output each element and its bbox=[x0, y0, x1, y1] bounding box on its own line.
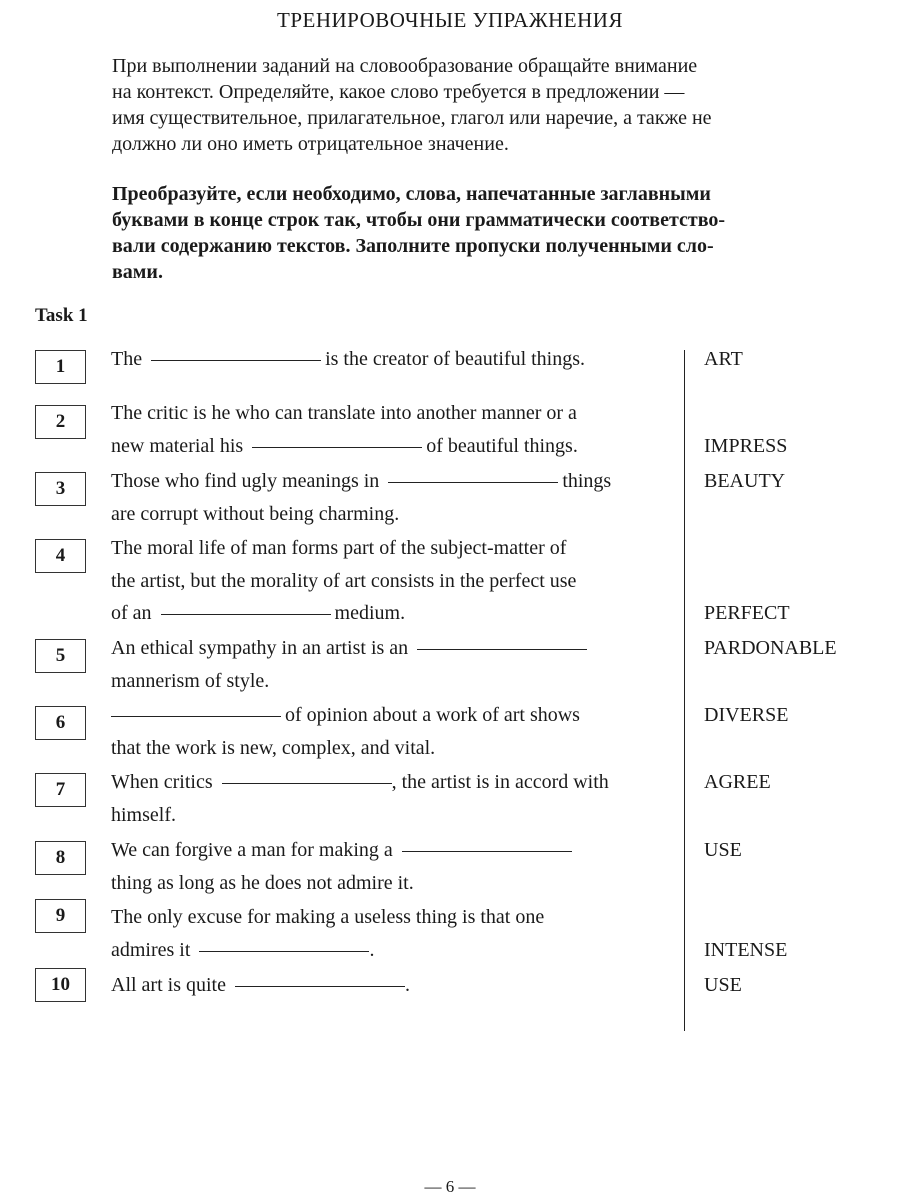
item-text bbox=[111, 469, 611, 493]
answer-blank[interactable] bbox=[402, 850, 572, 852]
intro-line: должно ли оно иметь отрицательное значение. bbox=[112, 133, 509, 155]
answer-blank[interactable] bbox=[222, 782, 392, 784]
text-segment: We can forgive a man for making a bbox=[111, 839, 393, 861]
answer-blank[interactable] bbox=[111, 715, 281, 717]
keyword: USE bbox=[704, 974, 742, 996]
answer-blank[interactable] bbox=[235, 985, 405, 987]
page-number: — 6 — bbox=[424, 1177, 476, 1196]
text-segment: of opinion about a work of art shows bbox=[285, 704, 580, 726]
item-text: The moral life of man forms part of the subject-matter of bbox=[111, 537, 567, 559]
instruction-paragraph bbox=[112, 181, 802, 285]
item-text: that the work is new, complex, and vital. bbox=[111, 737, 436, 759]
item-text bbox=[111, 770, 609, 794]
item-text: thing as long as he does not admire it. bbox=[111, 872, 414, 894]
keyword: PARDONABLE bbox=[704, 637, 837, 659]
text-segment: The bbox=[111, 348, 143, 370]
text-segment: new material his bbox=[111, 435, 244, 457]
intro-paragraph bbox=[112, 53, 802, 157]
text-segment: is the creator of beautiful things. bbox=[325, 348, 586, 370]
keyword: PERFECT bbox=[704, 602, 790, 624]
item-number-box: 6 bbox=[35, 706, 86, 740]
item-text: The only excuse for making a useless thing is that one bbox=[111, 906, 545, 928]
answer-blank[interactable] bbox=[417, 648, 587, 650]
task-label: Task 1 bbox=[35, 305, 88, 326]
item-number-box: 10 bbox=[35, 968, 86, 1002]
item-text: himself. bbox=[111, 804, 176, 826]
item-number-box: 3 bbox=[35, 472, 86, 506]
keyword: IMPRESS bbox=[704, 435, 788, 457]
item-text bbox=[111, 703, 580, 727]
item-text bbox=[111, 838, 576, 862]
answer-blank[interactable] bbox=[151, 359, 321, 361]
keyword: BEAUTY bbox=[704, 470, 786, 492]
text-segment: When critics bbox=[111, 771, 213, 793]
text-segment: , the artist is in accord with bbox=[391, 771, 609, 793]
answer-blank[interactable] bbox=[388, 481, 558, 483]
text-segment: admires it bbox=[111, 939, 191, 961]
keyword: DIVERSE bbox=[704, 704, 789, 726]
intro-line: При выполнении заданий на словообразование обращайте внимание bbox=[112, 55, 698, 77]
item-number-box: 1 bbox=[35, 350, 86, 384]
text-segment: things bbox=[562, 470, 612, 492]
page-title: ТРЕНИРОВОЧНЫЕ УПРАЖНЕНИЯ bbox=[277, 8, 623, 32]
text-segment: All art is quite bbox=[111, 974, 226, 996]
text-segment: of beautiful things. bbox=[426, 435, 578, 457]
item-number-box: 9 bbox=[35, 899, 86, 933]
answer-blank[interactable] bbox=[252, 446, 422, 448]
intro-line: на контекст. Определяйте, какое слово требуется в предложении — bbox=[112, 81, 685, 103]
item-text bbox=[111, 347, 585, 371]
keyword: AGREE bbox=[704, 771, 771, 793]
instruction-line: буквами в конце строк так, чтобы они грамматически соответство- bbox=[112, 209, 726, 231]
item-text bbox=[111, 601, 405, 625]
column-divider bbox=[684, 350, 685, 1031]
item-number-box: 7 bbox=[35, 773, 86, 807]
answer-blank[interactable] bbox=[199, 950, 369, 952]
item-text: mannerism of style. bbox=[111, 670, 270, 692]
text-segment: of an bbox=[111, 602, 152, 624]
keyword: INTENSE bbox=[704, 939, 788, 961]
item-text: the artist, but the morality of art consists in the perfect use bbox=[111, 570, 577, 592]
item-text: The critic is he who can translate into another manner or a bbox=[111, 402, 577, 424]
text-segment: . bbox=[404, 974, 410, 996]
text-segment: An ethical sympathy in an artist is an bbox=[111, 637, 409, 659]
item-number-box: 5 bbox=[35, 639, 86, 673]
item-text: are corrupt without being charming. bbox=[111, 503, 400, 525]
intro-line: имя существительное, прилагательное, глагол или наречие, а также не bbox=[112, 107, 712, 129]
keyword: ART bbox=[704, 348, 743, 370]
answer-blank[interactable] bbox=[161, 613, 331, 615]
text-segment: medium. bbox=[334, 602, 406, 624]
item-number-box: 2 bbox=[35, 405, 86, 439]
item-text bbox=[111, 434, 578, 458]
instruction-line: вали содержанию текстов. Заполните пропуски полученными сло- bbox=[112, 235, 714, 257]
item-number-box: 8 bbox=[35, 841, 86, 875]
keyword: USE bbox=[704, 839, 742, 861]
item-text bbox=[111, 636, 591, 660]
instruction-line: Преобразуйте, если необходимо, слова, напечатанные заглавными bbox=[112, 183, 711, 205]
item-number-box: 4 bbox=[35, 539, 86, 573]
item-text bbox=[111, 938, 374, 962]
instruction-line: вами. bbox=[112, 261, 163, 283]
item-text bbox=[111, 973, 410, 997]
text-segment: Those who find ugly meanings in bbox=[111, 470, 380, 492]
text-segment: . bbox=[369, 939, 375, 961]
